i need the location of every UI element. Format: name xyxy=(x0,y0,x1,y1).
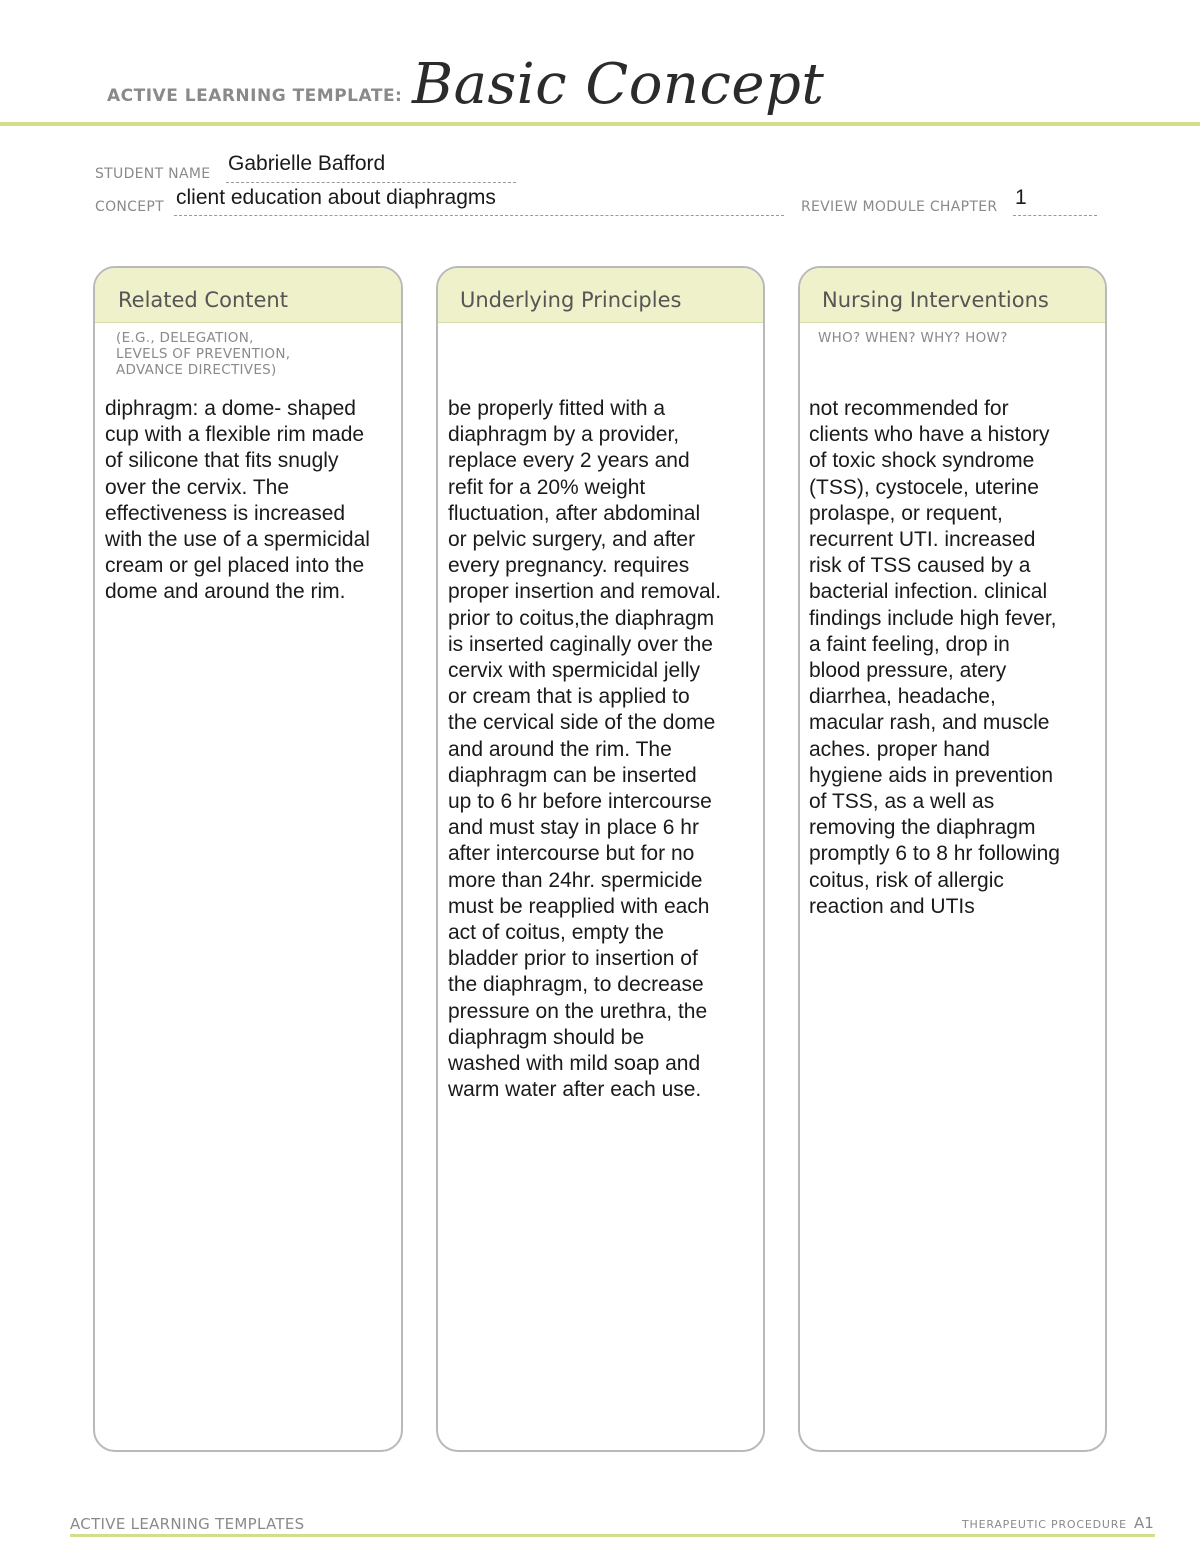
header-divider xyxy=(0,122,1200,126)
text-line: every pregnancy. requires xyxy=(448,554,690,578)
template-label: ACTIVE LEARNING TEMPLATE: xyxy=(107,86,403,106)
text-line: the diaphragm, to decrease xyxy=(448,973,704,997)
text-line: reaction and UTIs xyxy=(809,894,975,918)
review-module-label: REVIEW MODULE CHAPTER xyxy=(801,199,998,215)
text-line: blood pressure, atery xyxy=(809,659,1007,683)
text-line: not recommended for xyxy=(809,397,1009,420)
concept-line xyxy=(174,215,784,216)
text-line: more than 24hr. spermicide xyxy=(448,868,703,892)
text-line: of TSS, as a well as xyxy=(809,790,995,814)
text-line: diarrhea, headache, xyxy=(809,685,996,709)
text-line: cream or gel placed into the xyxy=(105,554,365,578)
text-line: diaphragm by a provider, xyxy=(448,423,680,447)
text-line: replace every 2 years and xyxy=(448,449,690,473)
footer-label: ACTIVE LEARNING TEMPLATES xyxy=(70,1515,305,1533)
text-line: aches. proper hand xyxy=(809,737,990,761)
text-line: diphragm: a dome- shaped xyxy=(105,397,356,420)
student-name-label: STUDENT NAME xyxy=(95,166,211,182)
student-name-field[interactable]: Gabrielle Bafford xyxy=(228,152,386,175)
text-line: cup with a flexible rim made xyxy=(105,423,365,447)
text-line: recurrent UTI. increased xyxy=(809,528,1036,552)
panel-title: Related Content xyxy=(118,288,288,312)
panel-title: Underlying Principles xyxy=(460,288,682,312)
concept-field[interactable]: client education about diaphragms xyxy=(176,186,496,209)
text-line: bladder prior to insertion of xyxy=(448,947,698,971)
text-line: (TSS), cystocele, uterine xyxy=(809,475,1039,499)
nursing-interventions-panel xyxy=(798,266,1107,1452)
text-line: the cervical side of the dome xyxy=(448,711,716,735)
review-module-field[interactable]: 1 xyxy=(1015,186,1027,209)
text-line: must be reapplied with each xyxy=(448,894,710,918)
text-line: dome and around the rim. xyxy=(105,580,346,604)
text-line: risk of TSS caused by a xyxy=(809,554,1031,578)
text-line: promptly 6 to 8 hr following xyxy=(809,842,1060,866)
text-line: clients who have a history xyxy=(809,423,1050,447)
text-line: diaphragm can be inserted xyxy=(448,763,697,787)
text-line: of toxic shock syndrome xyxy=(809,449,1035,473)
text-line: a faint feeling, drop in xyxy=(809,632,1010,656)
text-line: removing the diaphragm xyxy=(809,816,1036,840)
text-line: be properly fitted with a xyxy=(448,397,666,420)
text-line: after intercourse but for no xyxy=(448,842,695,866)
text-line: and must stay in place 6 hr xyxy=(448,816,699,840)
text-line: prolaspe, or requent, xyxy=(809,501,1003,525)
related-content-text[interactable] xyxy=(105,396,370,606)
text-line: diaphragm should be xyxy=(448,1025,645,1049)
text-line: is inserted caginally over the xyxy=(448,632,713,656)
footer-category: THERAPEUTIC PROCEDURE xyxy=(962,1518,1127,1531)
student-name-line xyxy=(226,182,516,183)
text-line: act of coitus, empty the xyxy=(448,921,664,945)
subtitle-line: (E.G., DELEGATION, xyxy=(116,330,254,346)
text-line: effectiveness is increased xyxy=(105,501,346,525)
page-number: A1 xyxy=(1134,1514,1154,1532)
text-line: macular rash, and muscle xyxy=(809,711,1050,735)
panel-subtitle xyxy=(116,330,290,378)
footer-divider xyxy=(70,1534,1155,1537)
underlying-principles-panel xyxy=(436,266,765,1452)
subtitle-line: ADVANCE DIRECTIVES) xyxy=(116,362,277,378)
text-line: hygiene aids in prevention xyxy=(809,763,1054,787)
related-content-panel xyxy=(93,266,403,1452)
text-line: or cream that is applied to xyxy=(448,685,690,709)
subtitle-line: WHO? WHEN? WHY? HOW? xyxy=(818,330,1008,346)
text-line: or pelvic surgery, and after xyxy=(448,528,696,552)
text-line: proper insertion and removal. xyxy=(448,580,722,604)
text-line: warm water after each use. xyxy=(448,1078,702,1102)
text-line: bacterial infection. clinical xyxy=(809,580,1048,604)
text-line: refit for a 20% weight xyxy=(448,475,646,499)
text-line: of silicone that fits snugly xyxy=(105,449,339,473)
review-module-line xyxy=(1013,215,1097,216)
concept-label: CONCEPT xyxy=(95,199,164,215)
text-line: coitus, risk of allergic xyxy=(809,868,1004,892)
text-line: over the cervix. The xyxy=(105,475,290,499)
panel-subtitle xyxy=(818,330,1008,346)
text-line: cervix with spermicidal jelly xyxy=(448,659,701,683)
page-title: Basic Concept xyxy=(412,52,825,117)
text-line: washed with mild soap and xyxy=(448,1052,701,1076)
text-line: findings include high fever, xyxy=(809,606,1057,630)
text-line: and around the rim. The xyxy=(448,737,672,761)
text-line: prior to coitus,the diaphragm xyxy=(448,606,715,630)
subtitle-line: LEVELS OF PREVENTION, xyxy=(116,346,291,362)
nursing-interventions-text[interactable] xyxy=(809,396,1060,920)
text-line: pressure on the urethra, the xyxy=(448,999,708,1023)
text-line: fluctuation, after abdominal xyxy=(448,501,701,525)
text-line: with the use of a spermicidal xyxy=(105,528,370,552)
text-line: up to 6 hr before intercourse xyxy=(448,790,712,814)
underlying-principles-text[interactable] xyxy=(448,396,721,1103)
panel-title: Nursing Interventions xyxy=(822,288,1049,312)
